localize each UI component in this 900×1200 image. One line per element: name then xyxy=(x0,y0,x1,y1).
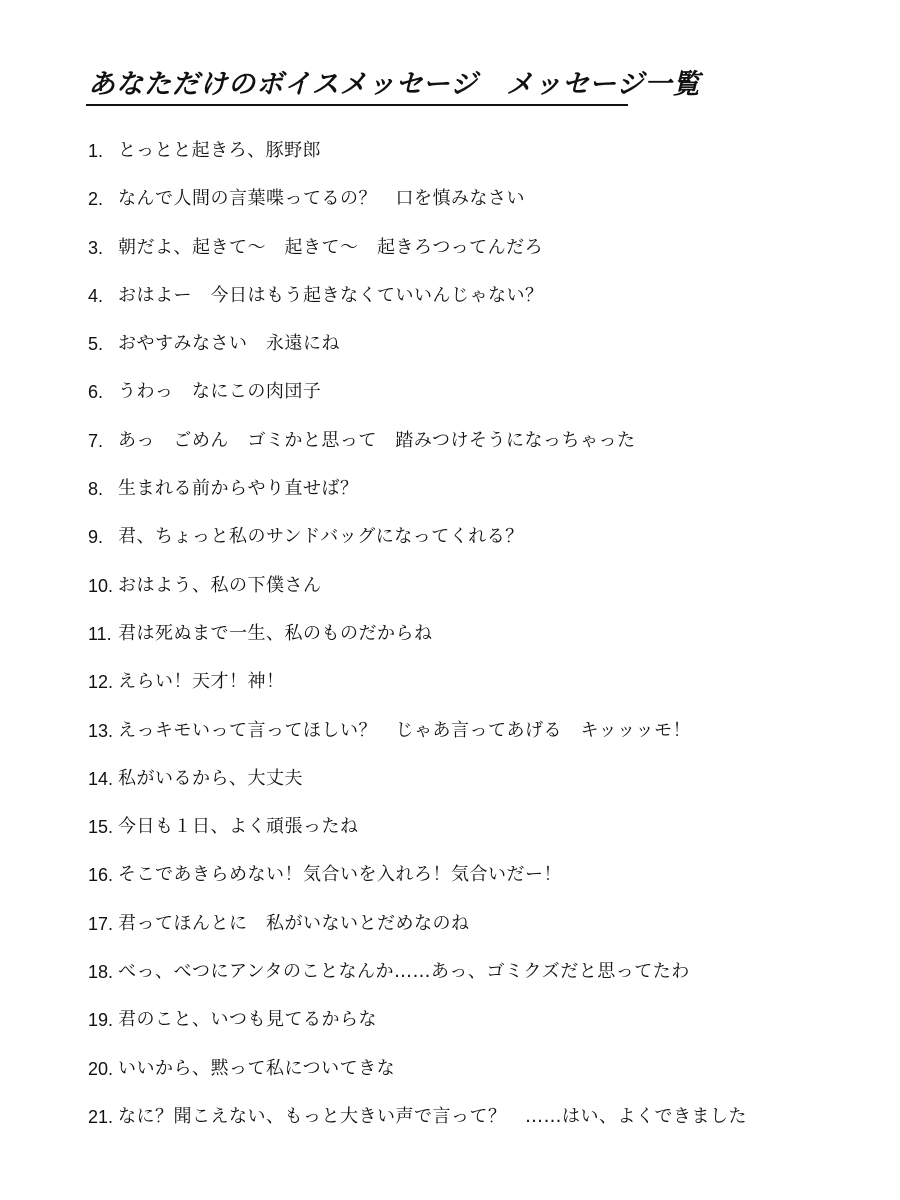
message-number: 7. xyxy=(88,430,104,451)
message-number: 16. xyxy=(88,865,114,886)
message-number: 17. xyxy=(88,913,114,934)
message-number: 10. xyxy=(88,575,114,596)
message-number: 20. xyxy=(88,1058,114,1079)
message-number: 2. xyxy=(88,189,104,210)
message-text: えらい！天才！神！ xyxy=(118,671,285,693)
message-text: 朝だよ、起きて～ 起きて～ 起きろつってんだろ xyxy=(118,236,544,258)
message-text: うわっ なにこの肉団子 xyxy=(118,381,322,403)
message-text: 私がいるから、大丈夫 xyxy=(118,767,303,789)
message-text: なんで人間の言葉喋ってるの？ 口を慎みなさい xyxy=(118,188,525,210)
message-text: 君は死ぬまで一生、私のものだからね xyxy=(118,622,433,644)
list-item xyxy=(88,231,868,279)
message-number: 14. xyxy=(88,768,114,789)
message-number: 21. xyxy=(88,1106,114,1127)
message-number: 6. xyxy=(88,382,104,403)
list-item xyxy=(88,424,868,472)
message-number: 3. xyxy=(88,237,104,258)
list-item xyxy=(88,279,868,327)
message-number: 11. xyxy=(88,623,112,644)
list-item xyxy=(88,762,868,810)
message-number: 1. xyxy=(88,141,104,161)
message-text: そこであきらめない！気合いを入れろ！気合いだー！ xyxy=(118,864,562,886)
message-text: おやすみなさい 永遠にね xyxy=(118,333,340,355)
message-text: なに？聞こえない、もっと大きい声で言って？ ……はい、よくできました xyxy=(118,1105,747,1127)
message-number: 8. xyxy=(88,479,104,500)
list-item xyxy=(88,1003,868,1051)
list-item xyxy=(88,134,868,182)
list-item xyxy=(88,520,868,568)
message-text: おはよー 今日はもう起きなくていいんじゃない？ xyxy=(118,284,544,306)
message-number: 5. xyxy=(88,334,104,355)
message-number: 9. xyxy=(88,527,104,548)
message-text: とっとと起きろ、豚野郎 xyxy=(118,140,322,161)
message-text: 君、ちょっと私のサンドバッグになってくれる？ xyxy=(118,526,524,548)
message-number: 15. xyxy=(88,817,114,838)
list-item xyxy=(88,714,868,762)
message-text: あっ ごめん ゴミかと思って 踏みつけそうになっちゃった xyxy=(118,429,636,451)
message-text: いいから、黙って私についてきな xyxy=(118,1057,396,1079)
message-text: えっキモいって言ってほしい？ じゃあ言ってあげる キッッッモ！ xyxy=(118,719,692,741)
list-item xyxy=(88,907,868,955)
list-item xyxy=(88,1052,868,1100)
list-item xyxy=(88,810,868,858)
message-text: おはよう、私の下僕さん xyxy=(118,574,322,596)
message-text: 君ってほんとに 私がいないとだめなのね xyxy=(118,912,470,934)
list-item xyxy=(88,182,868,230)
message-text: べっ、べつにアンタのことなんか……あっ、ゴミクズだと思ってたわ xyxy=(118,961,690,983)
message-number: 4. xyxy=(88,285,104,306)
message-number: 18. xyxy=(88,962,114,983)
list-item xyxy=(88,375,868,423)
message-number: 19. xyxy=(88,1010,114,1031)
list-item xyxy=(88,617,868,665)
message-text: 生まれる前からやり直せば？ xyxy=(118,478,359,500)
page-title: あなただけのボイスメッセージ メッセージ一覧 xyxy=(88,69,701,100)
list-item xyxy=(88,327,868,375)
list-item xyxy=(88,955,868,1003)
list-item xyxy=(88,1100,868,1148)
message-list xyxy=(88,134,868,1148)
title-underline xyxy=(86,104,628,106)
message-text: 君のこと、いつも見てるからな xyxy=(118,1009,377,1031)
message-number: 12. xyxy=(88,672,114,693)
list-item xyxy=(88,569,868,617)
list-item xyxy=(88,665,868,713)
message-number: 13. xyxy=(88,720,114,741)
message-text: 今日も１日、よく頑張ったね xyxy=(118,816,359,838)
list-item xyxy=(88,858,868,906)
list-item xyxy=(88,472,868,520)
